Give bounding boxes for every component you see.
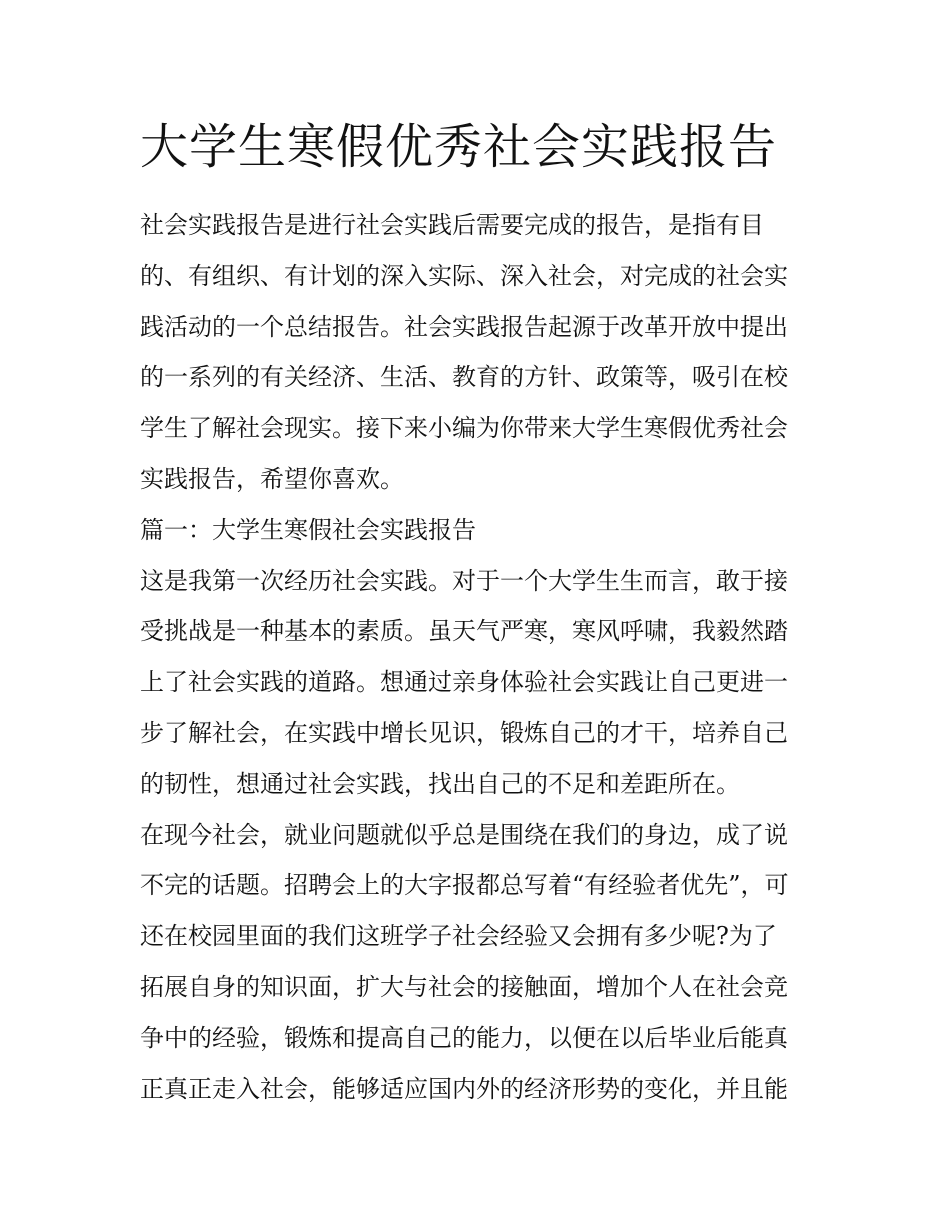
text-line: 不完的话题。招聘会上的大字报都总写着“有经验者优先”，可	[140, 871, 789, 900]
text-line: 步了解社会，在实践中增长见识，锻炼自己的才干，培养自己	[140, 718, 788, 747]
text-line: 践活动的一个总结报告。社会实践报告起源于改革开放中提出	[140, 312, 788, 341]
text-line: 正真正走入社会，能够适应国内外的经济形势的变化，并且能	[140, 1074, 788, 1103]
text-line: 社会实践报告是进行社会实践后需要完成的报告，是指有目	[140, 211, 764, 239]
text-line: 实践报告，希望你喜欢。	[140, 464, 404, 493]
text-line: 争中的经验，锻炼和提高自己的能力，以便在以后毕业后能真	[140, 1023, 788, 1052]
text-line: 学生了解社会现实。接下来小编为你带来大学生寒假优秀社会	[140, 414, 788, 443]
text-line: 上了社会实践的道路。想通过亲身体验社会实践让自己更进一	[140, 668, 788, 697]
text-line: 的、有组织、有计划的深入实际、深入社会，对完成的社会实	[140, 261, 788, 290]
section-heading: 篇一：大学生寒假社会实践报告	[140, 515, 476, 544]
text-line: 的韧性，想通过社会实践，找出自己的不足和差距所在。	[140, 769, 740, 798]
document-body	[140, 200, 812, 1114]
text-line: 这是我第一次经历社会实践。对于一个大学生生而言，敢于接	[140, 566, 788, 595]
text-line: 受挑战是一种基本的素质。虽天气严寒，寒风呼啸，我毅然踏	[140, 617, 788, 646]
text-line: 的一系列的有关经济、生活、教育的方针、政策等，吸引在校	[140, 363, 788, 392]
text-line: 还在校园里面的我们这班学子社会经验又会拥有多少呢?为了	[140, 922, 777, 951]
text-line: 拓展自身的知识面，扩大与社会的接触面，增加个人在社会竞	[140, 972, 788, 1001]
document-title: 大学生寒假优秀社会实践报告	[140, 119, 778, 175]
text-line: 在现今社会，就业问题就似乎总是围绕在我们的身边，成了说	[140, 820, 788, 849]
